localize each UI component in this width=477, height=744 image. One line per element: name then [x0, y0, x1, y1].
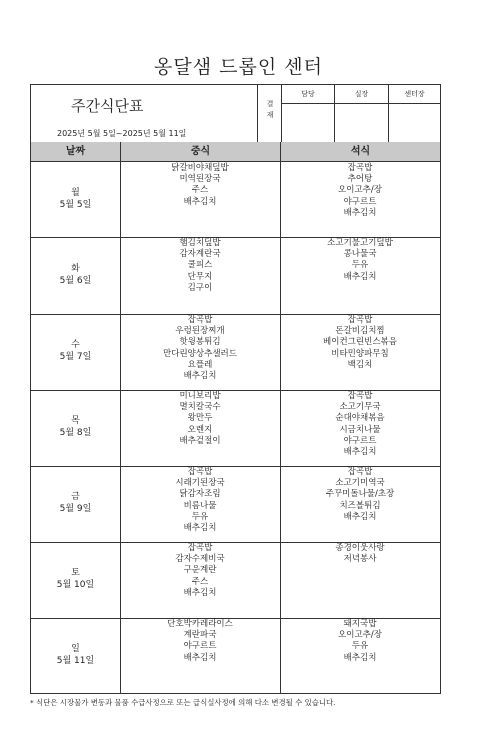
menu-item: 계란파국	[183, 630, 217, 641]
menu-item: 시래기된장국	[175, 478, 225, 489]
menu-item: 배추김치	[343, 511, 377, 522]
lunch-menu	[120, 619, 280, 664]
approval-label: 결 재	[266, 100, 274, 119]
weekday: 목	[71, 416, 80, 426]
weekday: 일	[71, 643, 80, 654]
menu-item: 비타민양파무침	[331, 348, 389, 359]
menu-item: 잡곡밥	[347, 467, 373, 477]
menu-item: 주꾸미돌나물/초장	[325, 489, 395, 500]
menu-item: 배추김치	[343, 447, 377, 458]
menu-item: 돼지국밥	[343, 619, 377, 629]
approval-label-cell	[257, 85, 281, 142]
menu-item: 비름나물	[183, 500, 217, 511]
menu-item: 미니보리밥	[179, 391, 221, 401]
menu-item: 야구르트	[343, 196, 377, 207]
menu-item: 닭감자조림	[179, 489, 221, 500]
menu-item: 추어탕	[347, 174, 373, 185]
menu-item: 배추김치	[343, 652, 377, 663]
sign-cell-chief[interactable]	[334, 85, 388, 142]
menu-item: 주스	[191, 576, 209, 587]
menu-item: 배추김치	[183, 196, 217, 207]
date: 5월 8일	[59, 428, 92, 438]
menu-item: 돈갈비김치찜	[335, 326, 385, 337]
dinner-menu	[280, 391, 440, 458]
day-cell	[31, 491, 120, 515]
menu-item: 잡곡밥	[347, 391, 373, 401]
weekday: 토	[71, 568, 80, 578]
weekday: 금	[71, 492, 80, 502]
menu-item: 감자수제비국	[175, 554, 225, 565]
menu-item: 배추김치	[343, 271, 377, 282]
menu-item: 왕만두	[187, 413, 213, 424]
menu-item: 야구르트	[343, 435, 377, 446]
menu-item: 배추김치	[343, 207, 377, 218]
weekday: 화	[71, 263, 80, 274]
menu-item: 배추김치	[183, 523, 217, 534]
sign-label: 담당	[282, 85, 334, 104]
lunch-menu	[120, 467, 280, 534]
menu-item: 닭갈비야채덮밥	[171, 163, 229, 173]
menu-item: 소고기무국	[339, 402, 381, 413]
menu-period: 2025년 5월 5일~2025년 5월 11일	[57, 129, 187, 138]
menu-item: 오렌지	[187, 424, 213, 435]
menu-item: 두유	[351, 641, 369, 652]
dinner-menu	[280, 619, 440, 664]
weekday: 월	[71, 187, 80, 198]
menu-item: 오이고추/장	[338, 185, 382, 196]
menu-item: 시금치나물	[339, 424, 381, 435]
menu-item: 구운계란	[183, 565, 217, 576]
date: 5월 6일	[59, 275, 92, 286]
lunch-menu	[120, 238, 280, 294]
menu-item: 감자계란국	[179, 249, 221, 260]
lunch-menu	[120, 315, 280, 382]
menu-item: 저녁봉사	[343, 554, 377, 565]
weekday: 수	[71, 340, 80, 350]
menu-item: 잡곡밥	[187, 543, 213, 553]
sign-cell-manager[interactable]	[281, 85, 334, 142]
column-header-lunch: 중식	[120, 142, 280, 162]
lunch-dinner-divider	[280, 162, 281, 693]
menu-item: 두유	[191, 511, 209, 522]
menu-item: 햄김치덮밥	[179, 238, 221, 248]
menu-item: 주스	[191, 185, 209, 196]
menu-item: 순대야채볶음	[335, 413, 385, 424]
menu-item: 백김치	[347, 359, 373, 370]
day-cell	[31, 263, 120, 287]
menu-item: 멸치칼국수	[179, 402, 221, 413]
menu-item: 콩나물국	[343, 249, 377, 260]
menu-item: 소고기불고기덮밥	[327, 238, 393, 248]
date: 5월 10일	[56, 580, 95, 590]
menu-item: 잡곡밥	[347, 163, 373, 173]
column-header-day: 날짜	[31, 142, 120, 162]
day-lunch-divider	[120, 162, 121, 693]
day-cell	[31, 643, 120, 667]
day-cell	[31, 339, 120, 363]
dinner-menu	[280, 238, 440, 283]
date: 5월 11일	[56, 655, 95, 666]
footnote: * 식단은 시장물가 변동과 물품 수급사정으로 또는 급식실사정에 의해 다소 변경될 수 있습니다.	[30, 698, 336, 707]
menu-item: 치즈볼튀김	[339, 500, 381, 511]
menu-item: 만다린양상추샐러드	[163, 348, 237, 359]
menu-item: 종경이웃사랑	[335, 543, 385, 553]
menu-item: 김구이	[187, 282, 213, 293]
menu-item: 오이고추/장	[338, 630, 382, 641]
menu-item: 단무지	[187, 271, 213, 282]
day-cell	[31, 567, 120, 591]
menu-item: 우렁된장찌개	[175, 326, 225, 337]
dinner-menu	[280, 543, 440, 565]
column-header-dinner: 석식	[280, 142, 440, 162]
menu-item: 단호박카레라이스	[167, 619, 233, 629]
date: 5월 7일	[59, 352, 92, 362]
menu-item: 잡곡밥	[347, 315, 373, 325]
dinner-menu	[280, 315, 440, 371]
menu-item: 배추김치	[183, 652, 217, 663]
day-cell	[31, 415, 120, 439]
menu-table	[30, 84, 441, 694]
menu-item: 배추겉절이	[179, 435, 221, 446]
dinner-menu	[280, 467, 440, 523]
menu-item: 요플레	[187, 359, 213, 370]
menu-item: 잡곡밥	[187, 315, 213, 325]
sign-label: 실장	[335, 85, 388, 104]
menu-item: 두유	[351, 260, 369, 271]
menu-item: 쿨피스	[187, 260, 213, 271]
menu-item: 베이컨그린빈스볶음	[323, 337, 397, 348]
lunch-menu	[120, 163, 280, 208]
menu-item: 미역된장국	[179, 174, 221, 185]
center-title: 옹달샘 드롭인 센터	[154, 56, 323, 78]
menu-item: 배추김치	[183, 371, 217, 382]
sign-cell-director[interactable]	[388, 85, 440, 142]
menu-item: 잡곡밥	[187, 467, 213, 477]
date: 5월 5일	[59, 199, 92, 210]
day-cell	[31, 187, 120, 211]
menu-item: 핫윙봉튀김	[179, 337, 221, 348]
date: 5월 9일	[59, 504, 92, 514]
sign-label: 센터장	[389, 85, 440, 104]
lunch-menu	[120, 543, 280, 599]
menu-item: 소고기미역국	[335, 478, 385, 489]
dinner-menu	[280, 163, 440, 219]
menu-title: 주간식단표	[71, 97, 144, 115]
lunch-menu	[120, 391, 280, 447]
table-header	[31, 85, 440, 142]
menu-item: 배추김치	[183, 587, 217, 598]
menu-item: 야구르트	[183, 641, 217, 652]
